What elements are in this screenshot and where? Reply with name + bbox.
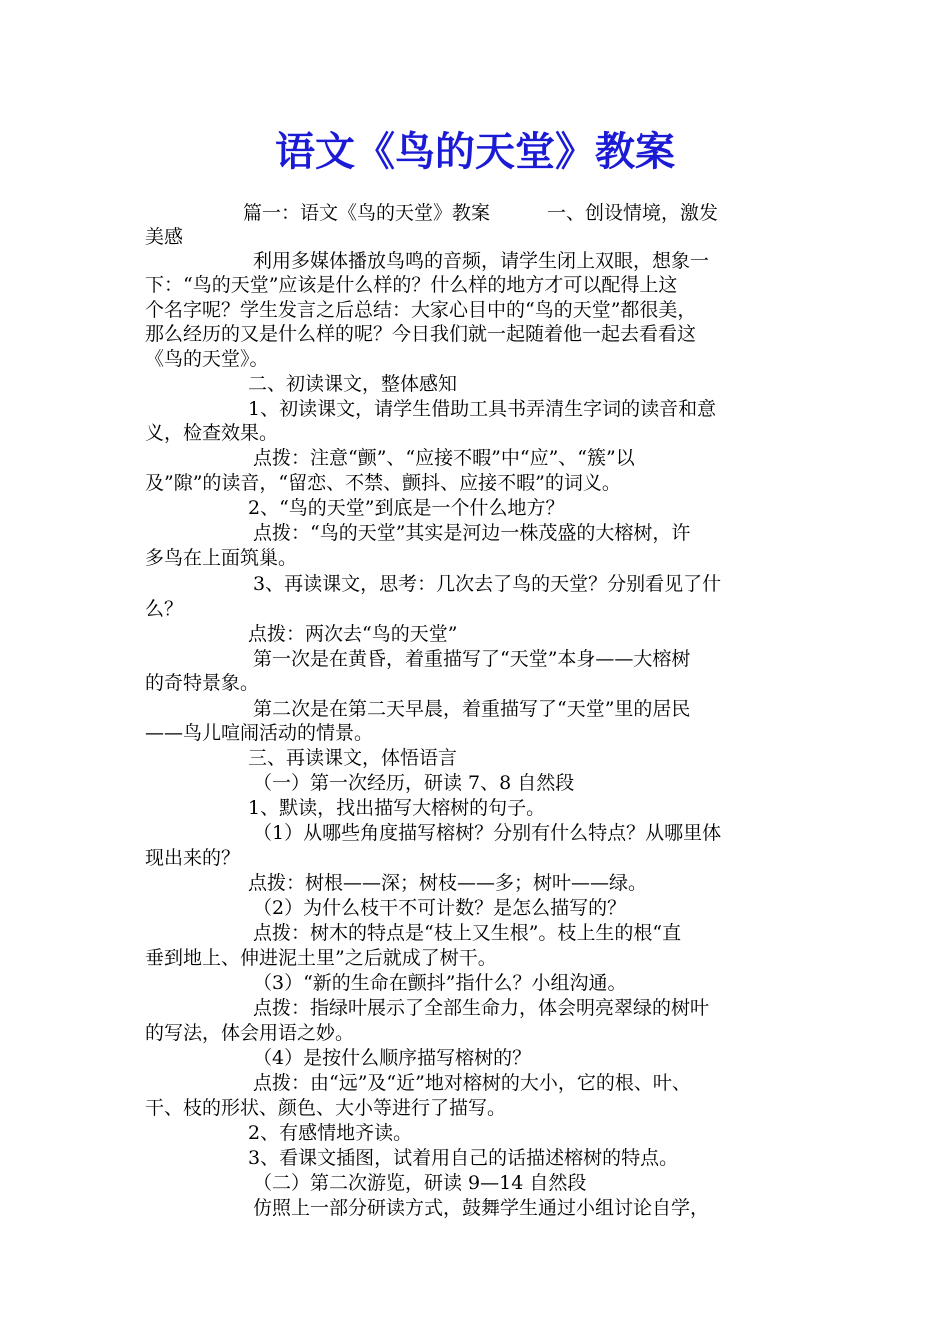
text-line: 点拨：由“远”及“近”地对榕树的大小，它的根、叶、 [253,1072,691,1094]
text-line: （二）第二次游览，研读 9—14 自然段 [253,1172,587,1194]
text-line: 的写法，体会用语之妙。 [145,1022,355,1044]
text-line: 干、枝的形状、颜色、大小等进行了描写。 [145,1097,507,1119]
text-line: 1、初读课文，请学生借助工具书弄清生字词的读音和意 [248,398,717,420]
text-line: 个名字呢？学生发言之后总结：大家心目中的“鸟的天堂”都很美， [145,299,697,321]
text-line: 2、有感情地齐读。 [248,1122,413,1144]
text-line: 篇一：语文《鸟的天堂》教案 一、创设情境，激发 [243,202,719,224]
text-line: 二、初读课文，整体感知 [248,373,458,395]
text-line: （一）第一次经历，研读 7、8 自然段 [253,772,575,794]
text-line: 义，检查效果。 [145,422,279,444]
text-line: 垂到地上、伸进泥土里”之后就成了树干。 [145,947,497,969]
text-line: 点拨：注意“颤”、“应接不暇”中“应”、“簇”以 [253,447,635,469]
text-line: （2）为什么枝干不可计数？是怎么描写的？ [253,897,627,919]
text-line: 第二次是在第二天早晨，着重描写了“天堂”里的居民 [253,698,691,720]
text-line: ——鸟儿喧闹活动的情景。 [145,722,374,744]
text-line: 点拨：两次去“鸟的天堂” [248,623,458,645]
text-line: 3、再读课文，思考：几次去了鸟的天堂？分别看见了什 [253,573,722,595]
text-line: 点拨：指绿叶展示了全部生命力，体会明亮翠绿的树叶 [253,997,710,1019]
text-line: 美感 [145,226,184,248]
text-line: （3）“新的生命在颤抖”指什么？小组沟通。 [253,972,627,994]
text-line: 多鸟在上面筑巢。 [145,547,298,569]
text-line: 《鸟的天堂》。 [145,348,269,370]
text-line: 3、看课文插图，试着用自己的话描述榕树的特点。 [248,1147,679,1169]
text-line: 点拨：“鸟的天堂”其实是河边一株茂盛的大榕树，许 [253,522,691,544]
text-line: 及”隙”的读音，“留恋、不禁、颤抖、应接不暇”的词义。 [145,472,621,494]
text-line: 那么经历的又是什么样的呢？今日我们就一起随着他一起去看看这 [145,323,697,345]
text-line: 1、默读，找出描写大榕树的句子。 [248,797,546,819]
text-line: 的奇特景象。 [145,672,260,694]
text-line: 三、再读课文，体悟语言 [248,747,458,769]
text-line: 现出来的？ [145,847,241,869]
text-line: 仿照上一部分研读方式，鼓舞学生通过小组讨论自学， [253,1197,710,1219]
text-line: 第一次是在黄昏，着重描写了“天堂”本身——大榕树 [253,648,691,670]
text-line: 利用多媒体播放鸟鸣的音频，请学生闭上双眼，想象一 [253,250,710,272]
text-line: 么？ [145,598,184,620]
text-line: 下：“鸟的天堂”应该是什么样的？什么样的地方才可以配得上这 [145,274,678,296]
text-line: 点拨：树木的特点是“枝上又生根”。枝上生的根“直 [253,922,682,944]
text-line: 点拨：树根——深；树枝——多；树叶——绿。 [248,872,648,894]
text-line: （1）从哪些角度描写榕树？分别有什么特点？从哪里体 [253,822,722,844]
text-line: 2、“鸟的天堂”到底是一个什么地方？ [248,497,565,519]
document-title: 语文《鸟的天堂》教案 [275,128,675,175]
text-line: （4）是按什么顺序描写榕树的？ [253,1047,532,1069]
